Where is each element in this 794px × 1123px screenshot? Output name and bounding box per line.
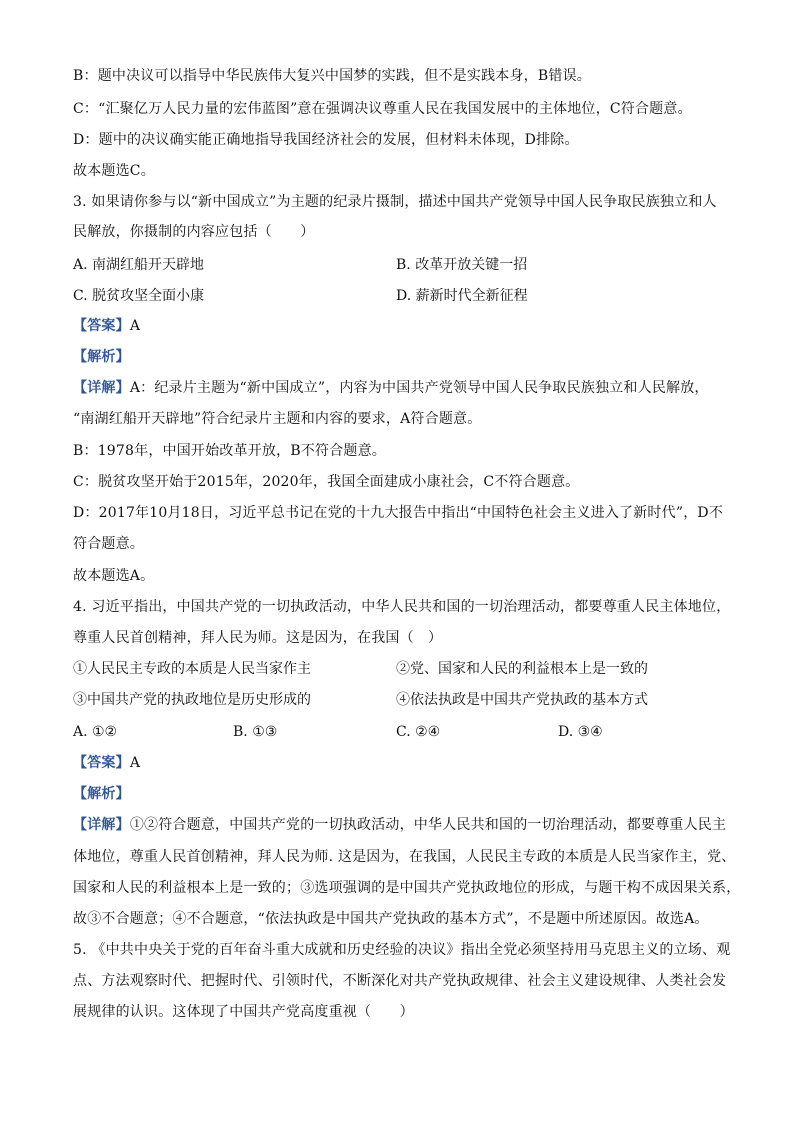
q3-analysis-heading	[73, 347, 733, 367]
q4-detail-line-2: 体地位，尊重人民首创精神，拜人民为师. 这是因为，在我国，人民民主专政的本质是人民当家作主，党、	[73, 849, 736, 865]
q4-stem-line-2: 尊重人民首创精神，拜人民为师。这是因为，在我国（ ）	[73, 630, 443, 646]
q4-analysis-heading	[73, 784, 733, 804]
q3-option-c: C. 脱贫攻坚全面小康	[73, 288, 205, 304]
q2-option-b-explanation: B：题中决议可以指导中华民族伟大复兴中国梦的实践，但不是实践本身，B错误。	[73, 68, 591, 84]
q4-statement-1: ①人民民主专政的本质是人民当家作主	[73, 661, 311, 677]
q2-option-c-explanation: C：“汇聚亿万人民力量的宏伟蓝图”意在强调决议尊重人民在我国发展中的主体地位，C符合题意。	[73, 101, 692, 117]
q3-detail-line-6: 符合题意。	[73, 536, 144, 552]
q3-stem-line-2: 民解放，你摄制的内容应包括（ ）	[73, 224, 315, 240]
q4-statements-row-2	[73, 690, 733, 710]
q4-option-d: D. ③④	[558, 724, 603, 740]
q4-answer-value: A	[129, 755, 141, 771]
q4-statements-row-1	[73, 659, 733, 679]
q3-options-row-1	[73, 255, 733, 275]
q4-option-c: C. ②④	[396, 724, 441, 740]
q3-detail-line-4: C：脱贫攻坚开始于2015年，2020年，我国全面建成小康社会，C不符合题意。	[73, 474, 580, 490]
q3-detail-line-3: B：1978年，中国开始改革开放，B不符合题意。	[73, 443, 387, 459]
q4-options-row	[73, 722, 733, 742]
q3-conclusion: 故本题选A。	[73, 568, 155, 584]
q2-option-d-explanation: D：题中的决议确实能正确地指导我国经济社会的发展，但材料未体现，D排除。	[73, 132, 579, 148]
detail-label: 【详解】	[73, 817, 130, 833]
q3-detail-line-1: 【详解】A：纪录片主题为“新中国成立”，内容为中国共产党领导中国人民争取民族独立和人民解放，	[73, 380, 709, 396]
q4-detail-line-4: 故③不合题意；④不合题意，“依法执政是中国共产党执政的基本方式”，不是题中所述原因。故选A。	[73, 911, 709, 927]
q4-option-a: A. ①②	[73, 724, 118, 740]
q3-stem-line-1: 3. 如果请你参与以“新中国成立”为主题的纪录片摄制，描述中国共产党领导中国人民争取民族独立和人	[73, 194, 717, 210]
analysis-label: 【解析】	[73, 786, 130, 802]
q3-option-d: D. 薪新时代全新征程	[396, 288, 528, 304]
q4-statement-3: ③中国共产党的执政地位是历史形成的	[73, 692, 311, 708]
q3-options-row-2	[73, 286, 733, 306]
q3-option-a: A. 南湖红船开天辟地	[73, 257, 205, 273]
answer-label: 【答案】	[73, 755, 130, 771]
q4-statement-2: ②党、国家和人民的利益根本上是一致的	[396, 661, 648, 677]
q3-detail-line-2: “南湖红船开天辟地”符合纪录片主题和内容的要求，A符合题意。	[73, 411, 482, 427]
q5-stem-line-1: 5. 《中共中央关于党的百年奋斗重大成就和历史经验的决议》指出全党必须坚持用马克思主义的立场、观	[73, 942, 731, 958]
analysis-label: 【解析】	[73, 349, 130, 365]
q5-stem-line-2: 点、方法观察时代、把握时代、引领时代，不断深化对共产党执政规律、社会主义建设规律、人类社会发	[73, 973, 727, 989]
q3-option-b: B. 改革开放关键一招	[396, 257, 528, 273]
q4-option-b: B. ①③	[233, 724, 278, 740]
q5-stem-line-3: 展规律的认识。这体现了中国共产党高度重视（ ）	[73, 1004, 414, 1020]
q4-detail-line-3: 国家和人民的利益根本上是一致的；③选项强调的是中国共产党执政地位的形成，与题干构不成因果关系，	[73, 880, 741, 896]
answer-label: 【答案】	[73, 318, 130, 334]
q4-stem-line-1: 4. 习近平指出，中国共产党的一切执政活动，中华人民共和国的一切治理活动，都要尊重人民主体地位，	[73, 599, 731, 615]
q4-statement-4: ④依法执政是中国共产党执政的基本方式	[396, 692, 648, 708]
q2-conclusion: 故本题选C。	[73, 163, 155, 179]
q3-answer-value: A	[129, 318, 141, 334]
q4-detail-line-1: 【详解】①②符合题意，中国共产党的一切执政活动，中华人民共和国的一切治理活动，都要尊重人民主	[73, 817, 727, 833]
q3-detail-line-5: D：2017年10月18日，习近平总书记在党的十九大报告中指出“中国特色社会主义进入了新时代”，D不	[73, 505, 724, 521]
detail-label: 【详解】	[73, 380, 130, 396]
q4-answer	[73, 753, 733, 773]
q3-answer	[73, 316, 733, 336]
